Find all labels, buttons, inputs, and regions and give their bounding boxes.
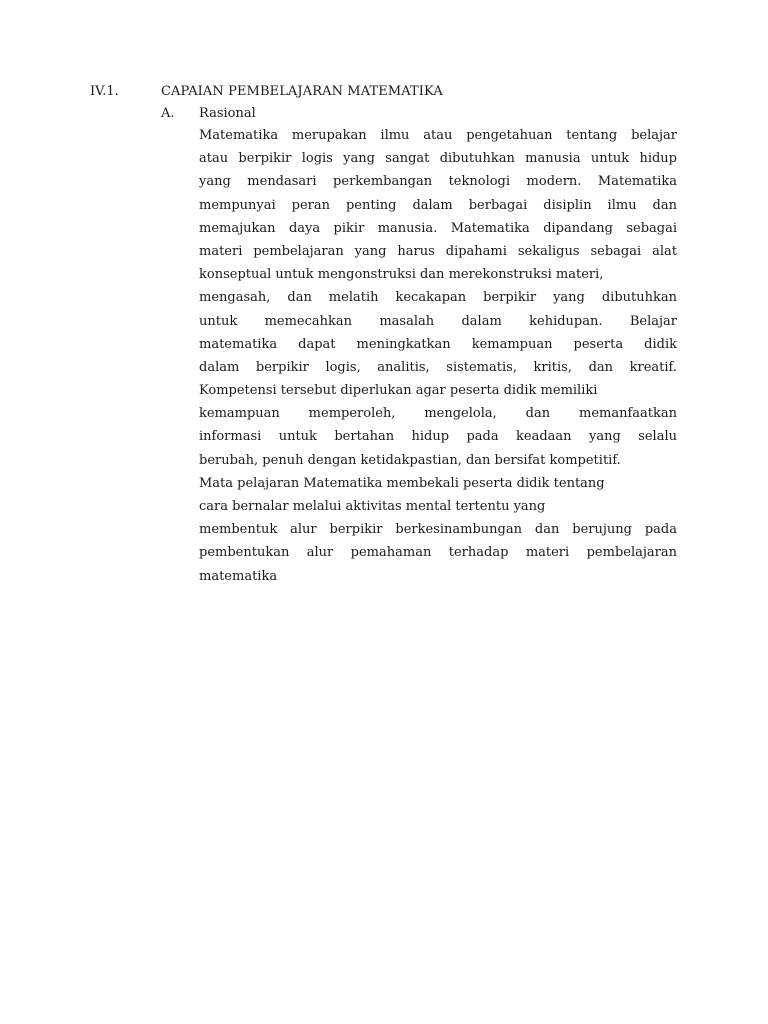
paragraph-line: informasi untuk bertahan hidup pada keadaan yang selalu	[199, 429, 677, 445]
paragraph-line: membentuk alur berpikir berkesinambungan dan berujung pada	[199, 522, 677, 538]
paragraph-line: cara bernalar melalui aktivitas mental tertentu yang	[199, 499, 546, 514]
paragraph-line: berubah, penuh dengan ketidakpastian, dan bersifat kompetitif.	[199, 452, 621, 468]
subsection-letter: A.	[161, 106, 175, 121]
paragraph-line: mengasah, dan melatih kecakapan berpikir yang dibutuhkan	[199, 290, 677, 306]
paragraph-line: matematika dapat meningkatkan kemampuan peserta didik	[199, 336, 677, 352]
subsection-title: Rasional	[199, 106, 256, 121]
body-paragraph	[199, 128, 677, 592]
paragraph-line: untuk memecahkan masalah dalam kehidupan. Belajar	[199, 313, 677, 329]
paragraph-line: konseptual untuk mengonstruksi dan merekonstruksi materi,	[199, 267, 604, 283]
paragraph-line: memajukan daya pikir manusia. Matematika dipandang sebagai	[199, 220, 677, 236]
paragraph-line: pembentukan alur pemahaman terhadap materi pembelajaran	[199, 545, 677, 561]
paragraph-line: Matematika merupakan ilmu atau pengetahuan tentang belajar	[199, 128, 677, 143]
section-title: CAPAIAN PEMBELAJARAN MATEMATIKA	[161, 84, 443, 99]
paragraph-line: dalam berpikir logis, analitis, sistematis, kritis, dan kreatif.	[199, 359, 677, 375]
paragraph-line: atau berpikir logis yang sangat dibutuhkan manusia untuk hidup	[199, 151, 677, 167]
paragraph-line: yang mendasari perkembangan teknologi modern. Matematika	[199, 174, 677, 190]
paragraph-line: materi pembelajaran yang harus dipahami sekaligus sebagai alat	[199, 243, 677, 259]
section-number: IV.1.	[90, 84, 119, 99]
paragraph-line: matematika	[199, 568, 278, 584]
paragraph-line: Mata pelajaran Matematika membekali peserta didik tentang	[199, 475, 605, 491]
paragraph-line: mempunyai peran penting dalam berbagai disiplin ilmu dan	[199, 197, 677, 213]
paragraph-line: kemampuan memperoleh, mengelola, dan memanfaatkan	[199, 406, 677, 422]
paragraph-line: Kompetensi tersebut diperlukan agar peserta didik memiliki	[199, 383, 598, 399]
